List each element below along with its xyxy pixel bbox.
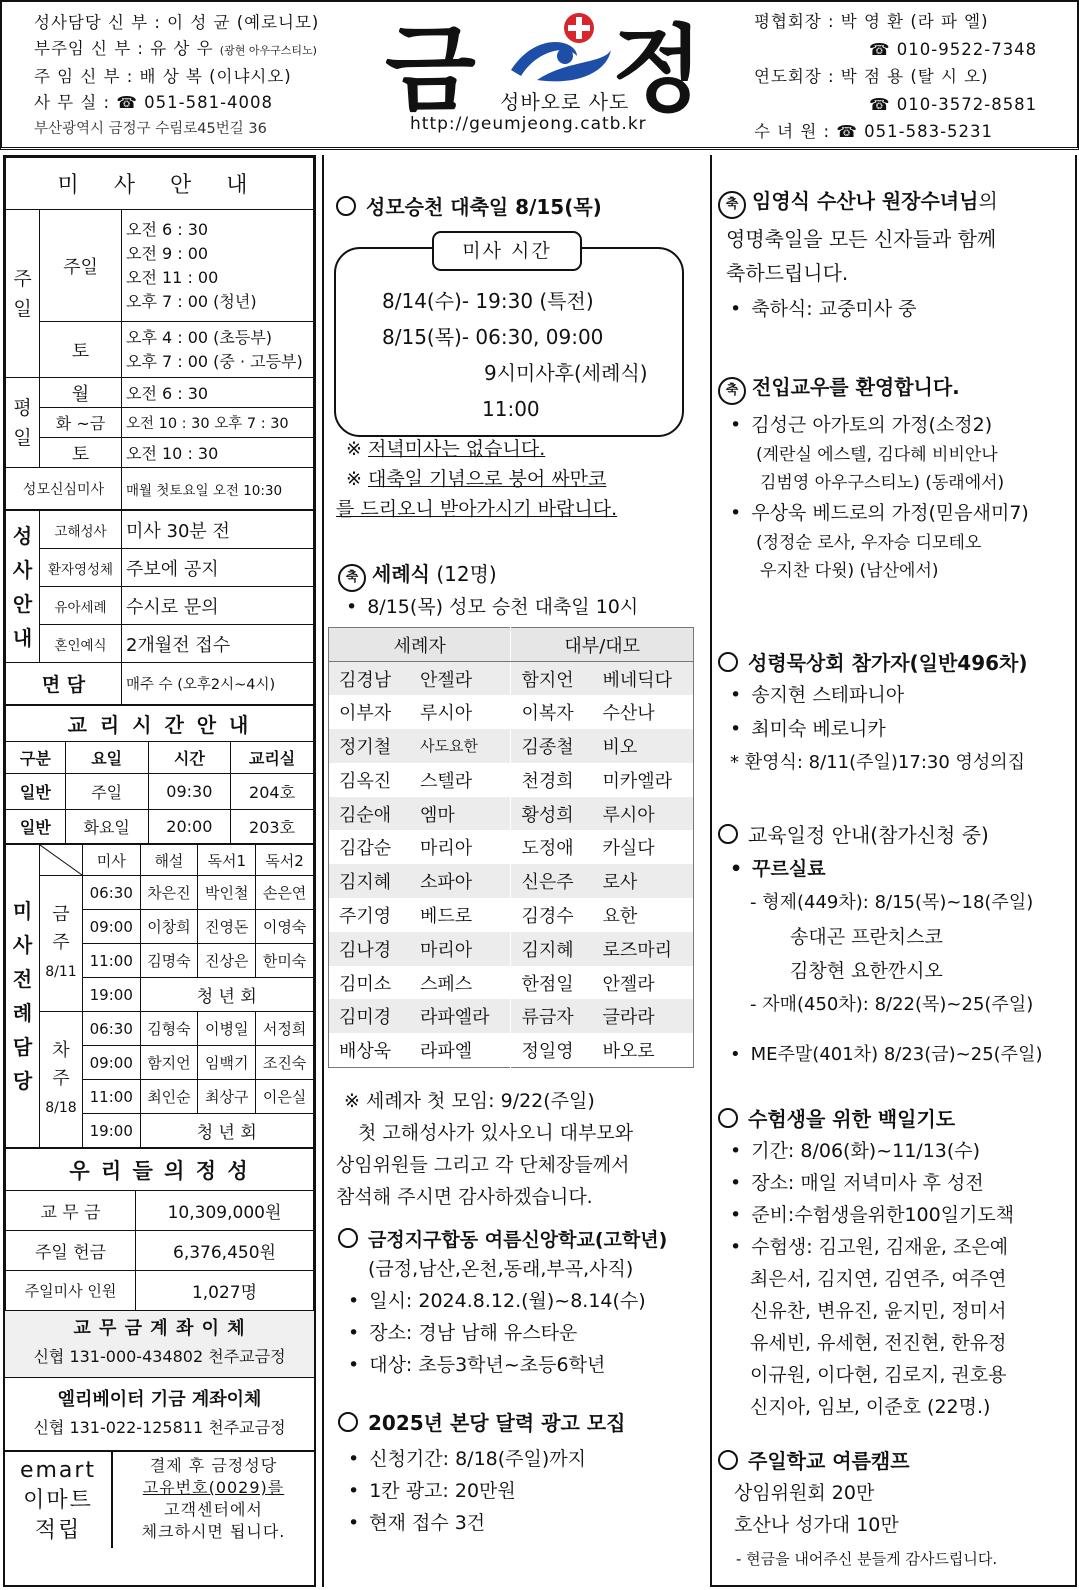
meeting-value: 매주 수 (오후2시~4시) (122, 663, 314, 705)
table-row: 11:00 김명숙 진상은 한미숙 (6, 944, 314, 978)
liturgy-header: 독서1 (198, 845, 256, 876)
prayer-students: 최은서, 김지연, 김연주, 여주연 (750, 1268, 1007, 1290)
catechism-header: 교리실 (231, 742, 314, 774)
emart-brand: emart (19, 1458, 97, 1483)
prayer-students: 유세빈, 유세현, 전진현, 한유정 (750, 1332, 1007, 1354)
catechism-title: 교 리 시 간 안 내 (6, 706, 314, 742)
baptism-date: • 8/15(목) 성모 승천 대축일 10시 (344, 591, 638, 623)
account-transfer-box (5, 1311, 314, 1378)
education-item: - 자매(450차): 8/22(목)~25(주일) (750, 994, 1034, 1015)
table-row: 이부자 루시아 이복자 수산나 (329, 695, 694, 729)
marian-mass-time: 매월 첫토요일 오전 10:30 (122, 468, 314, 510)
first-meeting-text: 첫 고해성사가 있사오니 대부모와 (358, 1122, 634, 1144)
sunday-sub-label: 주일 (40, 210, 122, 322)
sacrament-name: 유아세례 (40, 587, 122, 625)
right-column (710, 155, 1077, 1587)
table-row: 11:00 최인순 최상구 이은실 (6, 1080, 314, 1114)
baptism-header: 대부/대모 (511, 628, 694, 662)
table-row: 주일미사 인원 1,027명 (6, 1271, 314, 1311)
middle-column (322, 155, 710, 1587)
appointment-item: • 축하식: 교중미사 중 (728, 293, 917, 325)
summer-school-item: • 일시: 2024.8.12.(월)~8.14(수) (346, 1285, 646, 1317)
circle-bullet-icon (336, 196, 356, 216)
camp-donation: 상임위원회 20만 (734, 1482, 875, 1504)
weekday-saturday-label: 토 (40, 438, 122, 468)
table-row: 차 주 8/18 06:30 김형숙 이병일 서정희 (6, 1012, 314, 1046)
camp-thanks: - 현금을 내어주신 분들게 감사드립니다. (736, 1550, 998, 1568)
table-row: 교 무 금 10,309,000원 (6, 1191, 314, 1231)
prayer-students: 이규원, 이다현, 김로지, 권호용 (750, 1364, 1007, 1386)
parish-staff (34, 10, 319, 142)
assoc-priest-saint: (광현 아우구스티노) (219, 44, 317, 57)
welcome-family-members: (정정순 로사, 우자승 디모테오 (756, 533, 982, 553)
welcome-family-members: 우지찬 다윗) (남산에서) (760, 561, 939, 581)
baptism-table (328, 627, 694, 1068)
left-column (3, 155, 316, 1587)
first-meeting: ※ 세례자 첫 모임: 9/22(주일) (344, 1090, 595, 1112)
table-row: 배상욱 라파엘 정일영 바오로 (329, 1033, 694, 1067)
elevator-title: 엘리베이터 기금 계좌이체 (57, 1389, 262, 1410)
liturgy-header: 미사 (83, 845, 141, 876)
contact-phone: ☎ 010-3572-8581 (869, 94, 1038, 114)
saturday-times: 오후 4 : 00 (초등부) 오후 7 : 00 (중 · 고등부) (122, 322, 314, 378)
first-meeting-text: 참석해 주시면 감사하겠습니다. (336, 1186, 593, 1208)
table-row: 김경남 안젤라 함지언 베네딕다 (329, 662, 694, 696)
table-row: 19:00 청 년 회 (6, 978, 314, 1012)
parish-url[interactable]: http://geumjeong.catb.kr (410, 114, 647, 134)
education-person: 송대곤 프란치스코 (790, 926, 943, 948)
staff-row: 성사담당 신 부 : 이 성 균 (예로니모) (34, 13, 320, 32)
emart-name: 이마트 (23, 1488, 93, 1513)
sacrament-value: 미사 30분 전 (122, 511, 314, 549)
summer-school-heading: 금정지구합동 여름신앙학교(고학년) (338, 1225, 667, 1252)
elevator-account: 신협 131-022-125811 천주교금정 (33, 1418, 286, 1437)
monday-label: 월 (40, 378, 122, 408)
education-heading: 교육일정 안내(참가신청 중) (718, 819, 989, 848)
liturgy-table (5, 844, 314, 1148)
retreat-participant: • 최미숙 베로니카 (728, 713, 886, 745)
emart-box (5, 1452, 314, 1548)
assumption-heading: 성모승천 대축일 8/15(목) (336, 191, 602, 220)
prayer-students: 신지아, 임보, 이준호 (22명.) (750, 1396, 991, 1418)
logo-char-left: 금 (385, 16, 476, 125)
calendar-ad-item: • 현재 접수 3건 (346, 1507, 485, 1539)
sacraments-label: 성 사 안 내 (6, 511, 40, 663)
baptism-header: 세례자 (329, 628, 511, 662)
contact-row: 연도회장 : 박 점 용 (탈 시 오) (754, 67, 989, 86)
sunday-times: 오전 6 : 30 오전 9 : 00 오전 11 : 00 오후 7 : 00 (청년) (122, 210, 314, 322)
staff-row: 주 임 신 부 : 배 상 복 (이냐시오) (34, 67, 292, 86)
staff-row: 사 무 실 : ☎ 051-581-4008 (34, 93, 274, 112)
weekday-label: 평 일 (6, 378, 40, 468)
prayer-heading: 수험생을 위한 백일기도 (718, 1103, 955, 1132)
baptism-heading: 축 세례식 (12명) (338, 558, 497, 592)
account-number: 신협 131-000-434802 천주교금정 (33, 1347, 286, 1366)
tue-fri-label: 화 ~금 (40, 408, 122, 438)
diagonal-line-icon (40, 845, 82, 875)
table-row: 주일 헌금 6,376,450원 (6, 1231, 314, 1271)
education-person: 김창현 요한깐시오 (790, 960, 943, 982)
account-title: 교 무 금 계 좌 이 체 (73, 1318, 246, 1339)
welcome-family: • 김성근 아가토의 가정(소정2) (728, 409, 992, 441)
celebration-badge-icon: 축 (718, 191, 746, 219)
circle-bullet-icon (718, 824, 738, 844)
welcome-family-members: 김범영 아우구스티노) (동래에서) (760, 473, 1005, 493)
camp-donation: 호산나 성가대 10만 (734, 1514, 899, 1536)
summer-school-parishes: (금정,남산,온천,동래,부곡,사직) (368, 1258, 634, 1280)
mass-guide-table (5, 157, 314, 510)
next-week-label: 차 주 8/18 (40, 1012, 83, 1148)
table-row: 09:00 함지언 임백기 조진숙 (6, 1046, 314, 1080)
staff-row: 부주임 신 부 : 유 상 우 (광현 아우구스티노) (34, 39, 317, 58)
sacrament-name: 혼인예식 (40, 625, 122, 663)
circle-bullet-icon (718, 1450, 738, 1470)
offering-table (5, 1148, 314, 1311)
emart-label (5, 1452, 113, 1548)
contact-row: 평협회장 : 박 영 환 (라 파 엘) (754, 12, 989, 31)
monday-time: 오전 6 : 30 (122, 378, 314, 408)
circle-bullet-icon (718, 652, 738, 672)
welcome-family-members: (계란실 에스텔, 김다혜 비비안나 (756, 445, 998, 465)
appointment-text: 영명축일을 모든 신자들과 함께 (726, 227, 997, 251)
table-row: 09:00 이창희 진영돈 이영숙 (6, 910, 314, 944)
education-cursillo: • 꾸르실료 (728, 853, 826, 885)
table-row: 금 주 8/11 06:30 차은진 박인철 손은연 (6, 876, 314, 910)
calendar-ad-item: • 1칸 광고: 20만원 (346, 1475, 516, 1507)
first-meeting-text: 상임위원들 그리고 각 단체장들께서 (336, 1154, 630, 1176)
prayer-students: 신유찬, 변유진, 윤지민, 정미서 (750, 1300, 1007, 1322)
mass-time-line: 9시미사후(세례식) (484, 361, 648, 385)
liturgy-label: 미 사 전 례 담 당 (6, 845, 40, 1148)
bulletin-header (0, 0, 1079, 150)
circle-bullet-icon (338, 1228, 358, 1248)
sunday-label: 주 일 (6, 210, 40, 378)
welcome-heading: 축 전입교우를 환영합니다. (718, 371, 960, 405)
table-row: 김옥진 스텔라 천경희 미카엘라 (329, 763, 694, 797)
sacraments-table (5, 510, 314, 705)
circle-bullet-icon (718, 1108, 738, 1128)
marian-mass-label: 성모신심미사 (6, 468, 122, 510)
liturgy-header: 독서2 (256, 845, 314, 876)
mass-time-line: 8/15(목)- 06:30, 09:00 (382, 325, 604, 349)
table-row: 김순애 엠마 황성희 루시아 (329, 797, 694, 831)
logo-char-right: 정 (612, 16, 703, 125)
emart-points: 적립 (34, 1518, 82, 1543)
circle-bullet-icon (338, 1412, 358, 1432)
emart-instructions: 결제 후 금정성당 고유번호(0029)를 고객센터에서 체크하시면 됩니다. (113, 1452, 314, 1548)
prayer-item: • 기간: 8/06(화)~11/13(수) (728, 1135, 980, 1167)
camp-heading: 주일학교 여름캠프 (718, 1445, 910, 1474)
catechism-header: 시간 (148, 742, 230, 774)
appointment-line: 축 임영식 수산나 원장수녀님의 (718, 185, 998, 219)
contact-phone: ☎ 010-9522-7348 (869, 39, 1038, 59)
parish-code: 고유번호(0029)를 (142, 1478, 285, 1497)
retreat-participant: • 송지현 스테파니아 (728, 679, 904, 711)
mass-time-line: 11:00 (482, 397, 540, 421)
table-row: 일반 주일 09:30 204호 (6, 774, 314, 810)
contact-row: 수 녀 원 : ☎ 051-583-5231 (754, 122, 994, 141)
prayer-item: • 장소: 매일 저녁미사 후 성전 (728, 1167, 984, 1199)
meeting-label: 면 담 (6, 663, 122, 705)
parish-emblem-icon (507, 10, 617, 88)
table-row: 김미소 스페스 한점일 안젤라 (329, 966, 694, 1000)
tue-fri-time: 오전 10 : 30 오후 7 : 30 (122, 408, 314, 438)
sacrament-value: 주보에 공지 (122, 549, 314, 587)
liturgy-header: 해설 (140, 845, 198, 876)
table-row: 김갑순 마리아 도정애 카실다 (329, 830, 694, 864)
table-row: 김나경 마리아 김지혜 로즈마리 (329, 932, 694, 966)
education-item: - 형제(449차): 8/15(목)~18(주일) (750, 892, 1034, 913)
saturday-label: 토 (40, 322, 122, 378)
retreat-heading: 성령묵상회 참가자(일반496차) (718, 647, 1028, 676)
catechism-header: 구분 (6, 742, 66, 774)
calendar-ad-heading: 2025년 본당 달력 광고 모집 (338, 1407, 625, 1436)
weekday-saturday-time: 오전 10 : 30 (122, 438, 314, 468)
table-row: 김지혜 소파아 신은주 로사 (329, 864, 694, 898)
this-week-label: 금 주 8/11 (40, 876, 83, 1012)
appointment-text: 축하드립니다. (726, 261, 849, 285)
mass-time-line: 8/14(수)- 19:30 (특전) (382, 289, 594, 313)
mass-time-box (334, 240, 684, 437)
diagonal-cell (40, 845, 83, 876)
catechism-table (5, 705, 314, 844)
table-row: 19:00 청 년 회 (6, 1114, 314, 1148)
welcome-family: • 우상욱 베드로의 가정(믿음새미7) (728, 497, 1029, 529)
contacts (754, 8, 1037, 146)
note-gift: ※ 대축일 기념으로 붕어 싸만코 (346, 468, 607, 490)
prayer-item: • 수험생: 김고원, 김재윤, 조은예 (728, 1231, 1008, 1263)
education-me: • ME주말(401차) 8/23(금)~25(주일) (728, 1039, 1042, 1071)
table-row: 주기영 베드로 김경수 요한 (329, 898, 694, 932)
table-row: 일반 화요일 20:00 203호 (6, 810, 314, 844)
calendar-ad-item: • 신청기간: 8/18(주일)까지 (346, 1443, 586, 1475)
note-no-evening: ※ 저녁미사는 없습니다. (346, 438, 546, 460)
parish-address: 부산광역시 금정구 수림로45번길 36 (34, 121, 267, 137)
elevator-fund-box (5, 1378, 314, 1452)
parish-patron: 성바오로 사도 (500, 90, 630, 114)
summer-school-item: • 대상: 초등3학년~초등6학년 (346, 1349, 605, 1381)
sacrament-value: 2개월전 접수 (122, 625, 314, 663)
offering-title: 우 리 들 의 정 성 (6, 1149, 314, 1191)
sacrament-name: 고해성사 (40, 511, 122, 549)
mass-time-label: 미사 시간 (432, 231, 582, 271)
table-row: 김미경 라파엘라 류금자 글라라 (329, 999, 694, 1033)
prayer-item: • 준비:수험생을위한100일기도책 (728, 1199, 1014, 1231)
table-row: 정기철 사도요한 김종철 비오 (329, 729, 694, 763)
note-gift-cont: 를 드리오니 받아가시기 바랍니다. (336, 498, 618, 520)
catechism-header: 요일 (65, 742, 148, 774)
sacrament-name: 환자영성체 (40, 549, 122, 587)
summer-school-item: • 장소: 경남 남해 유스타운 (346, 1317, 577, 1349)
retreat-welcome: * 환영식: 8/11(주일)17:30 영성의집 (730, 752, 1026, 773)
celebration-badge-icon: 축 (338, 564, 366, 592)
mass-guide-title: 미 사 안 내 (6, 158, 314, 210)
celebration-badge-icon: 축 (718, 377, 746, 405)
sacrament-value: 수시로 문의 (122, 587, 314, 625)
